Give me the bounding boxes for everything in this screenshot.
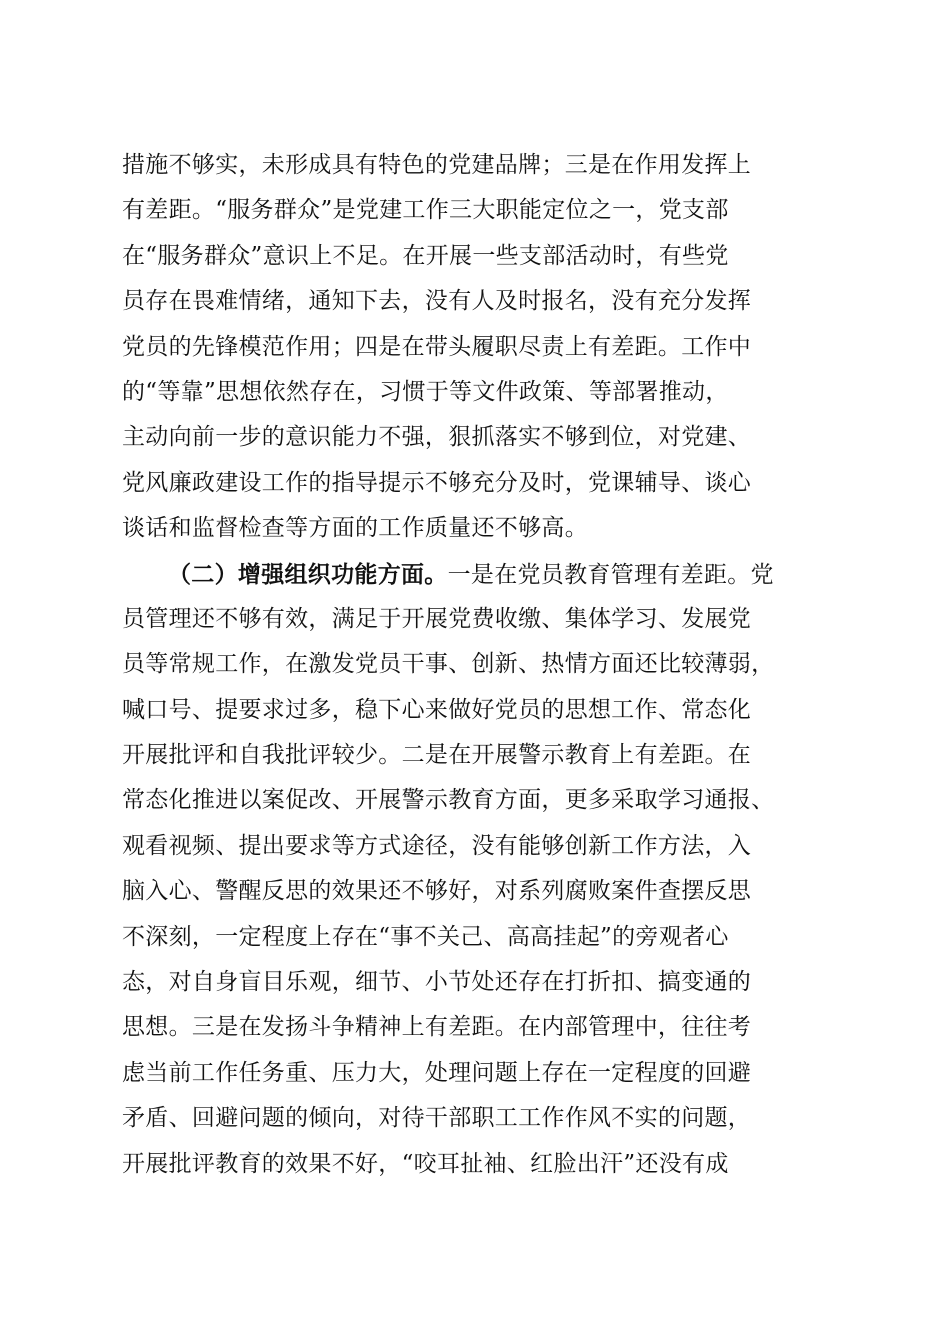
section-line-1: 员管理还不够有效，满足于开展党费收缴、集体学习、发展党 (122, 605, 752, 632)
section-line-5: 常态化推进以案促改、开展警示教育方面，更多采取学习通报、 (122, 787, 775, 814)
section-line-2: 员等常规工作，在激发党员干事、创新、热情方面还比较薄弱， (122, 651, 775, 678)
section-line-9: 态，对自身盲目乐观，细节、小节处还存在打折扣、搞变通的 (122, 969, 752, 996)
section-heading: （二）增强组织功能方面。 (168, 560, 448, 588)
section-line-6: 观看视频、提出要求等方式途径，没有能够创新工作方法，入 (122, 832, 752, 859)
section-line-10: 思想。三是在发扬斗争精神上有差距。在内部管理中，往往考 (122, 1014, 752, 1041)
text-line-5: 党员的先锋模范作用；四是在带头履职尽责上有差距。工作中 (122, 333, 752, 360)
section-line-12: 矛盾、回避问题的倾向，对待干部职工工作作风不实的问题， (122, 1105, 752, 1132)
text-line-2: 有差距。“服务群众”是党建工作三大职能定位之一，党支部 (122, 197, 729, 224)
section-line-11: 虑当前工作任务重、压力大，处理问题上存在一定程度的回避 (122, 1059, 752, 1086)
document-body (122, 143, 828, 1187)
text-line-6: 的“等靠”思想依然存在，习惯于等文件政策、等部署推动， (122, 378, 729, 405)
section-line-3: 喊口号、提要求过多，稳下心来做好党员的思想工作、常态化 (122, 696, 752, 723)
text-line-1: 措施不够实，未形成具有特色的党建品牌；三是在作用发挥上 (122, 152, 752, 178)
section-first-line (122, 552, 828, 597)
text-line-3: 在“服务群众”意识上不足。在开展一些支部活动时，有些党 (122, 242, 729, 269)
text-line-8: 党风廉政建设工作的指导提示不够充分及时，党课辅导、谈心 (122, 469, 752, 496)
section-line-13: 开展批评教育的效果不好，“咬耳扯袖、红脸出汗”还没有成 (122, 1150, 729, 1177)
section-first-line-text: 一是在党员教育管理有差距。党 (447, 561, 774, 588)
text-line-7: 主动向前一步的意识能力不强，狠抓落实不够到位，对党建、 (122, 424, 752, 451)
section-line-7: 脑入心、警醒反思的效果还不够好，对系列腐败案件查摆反思 (122, 878, 752, 905)
text-line-9: 谈话和监督检查等方面的工作质量还不够高。 (122, 515, 588, 542)
section-line-4: 开展批评和自我批评较少。二是在开展警示教育上有差距。在 (122, 742, 752, 769)
text-line-4: 员存在畏难情绪，通知下去，没有人及时报名，没有充分发挥 (122, 288, 752, 315)
section-line-8: 不深刻，一定程度上存在“事不关己、高高挂起”的旁观者心 (122, 923, 729, 950)
